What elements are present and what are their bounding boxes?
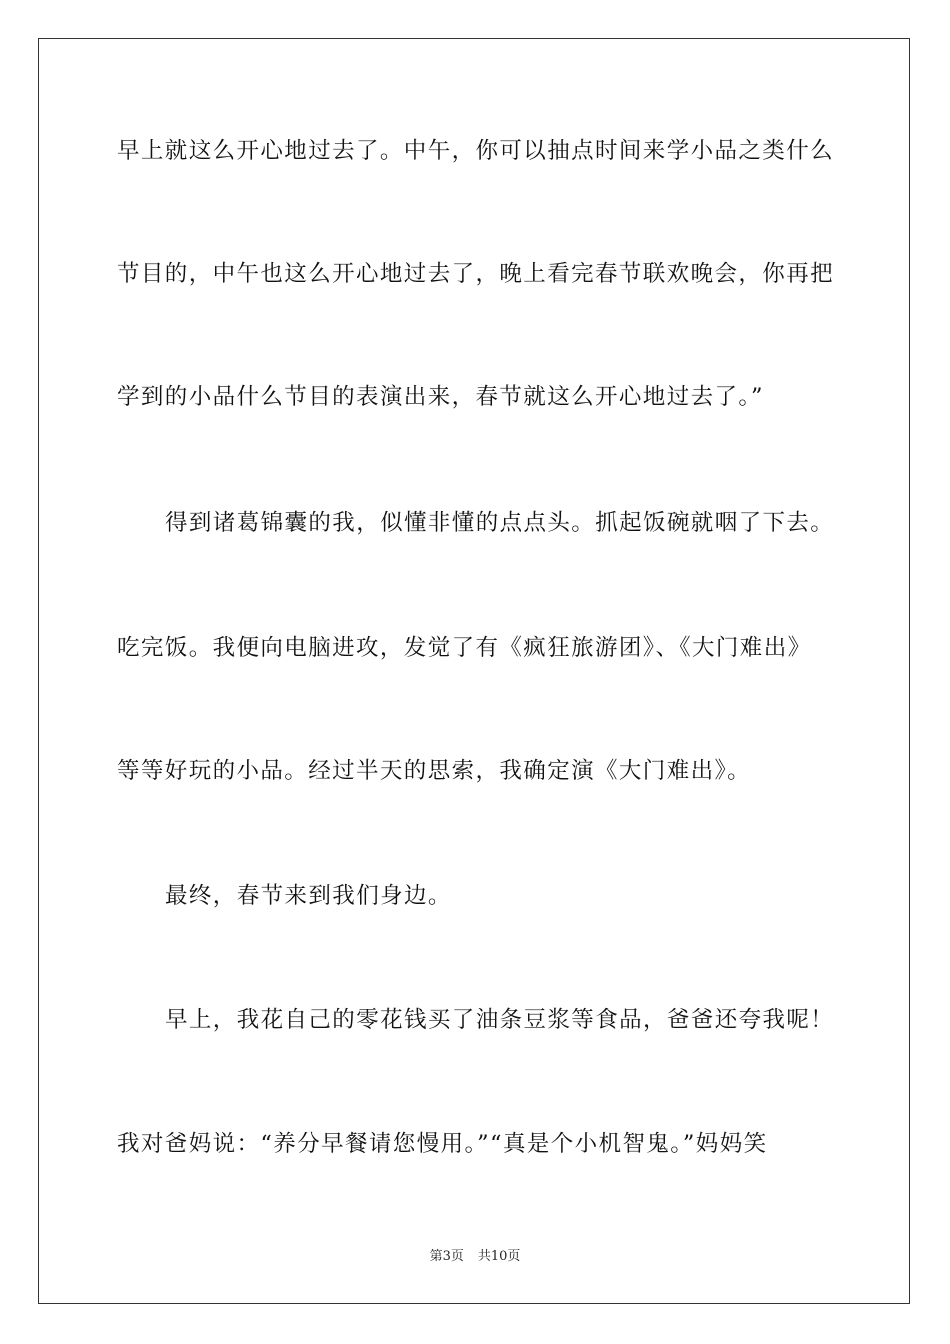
page-total: 共10页: [477, 1249, 521, 1264]
text-line-7: 最终，春节来到我们身边。: [165, 883, 452, 909]
text-line-2: 节目的，中午也这么开心地过去了，晚上看完春节联欢晚会，你再把: [117, 261, 835, 287]
page-border: [38, 38, 910, 1304]
text-line-3: 学到的小品什么节目的表演出来，春节就这么开心地过去了。”: [117, 384, 764, 410]
text-line-6: 等等好玩的小品。经过半天的思索，我确定演《大门难出》。: [117, 758, 752, 784]
page-number: 第3页: [429, 1249, 464, 1264]
text-line-8: 早上，我花自己的零花钱买了油条豆浆等食品，爸爸还夸我呢！: [165, 1007, 835, 1033]
text-line-9: 我对爸妈说：“养分早餐请您慢用。”“真是个小机智鬼。”妈妈笑: [117, 1131, 768, 1157]
text-line-4: 得到诸葛锦囊的我，似懂非懂的点点头。抓起饭碗就咽了下去。: [165, 510, 835, 536]
page-footer: [0, 1248, 950, 1266]
text-line-5: 吃完饭。我便向电脑进攻，发觉了有《疯狂旅游团》、《大门难出》: [117, 635, 812, 661]
text-line-1: 早上就这么开心地过去了。中午，你可以抽点时间来学小品之类什么: [117, 138, 835, 164]
